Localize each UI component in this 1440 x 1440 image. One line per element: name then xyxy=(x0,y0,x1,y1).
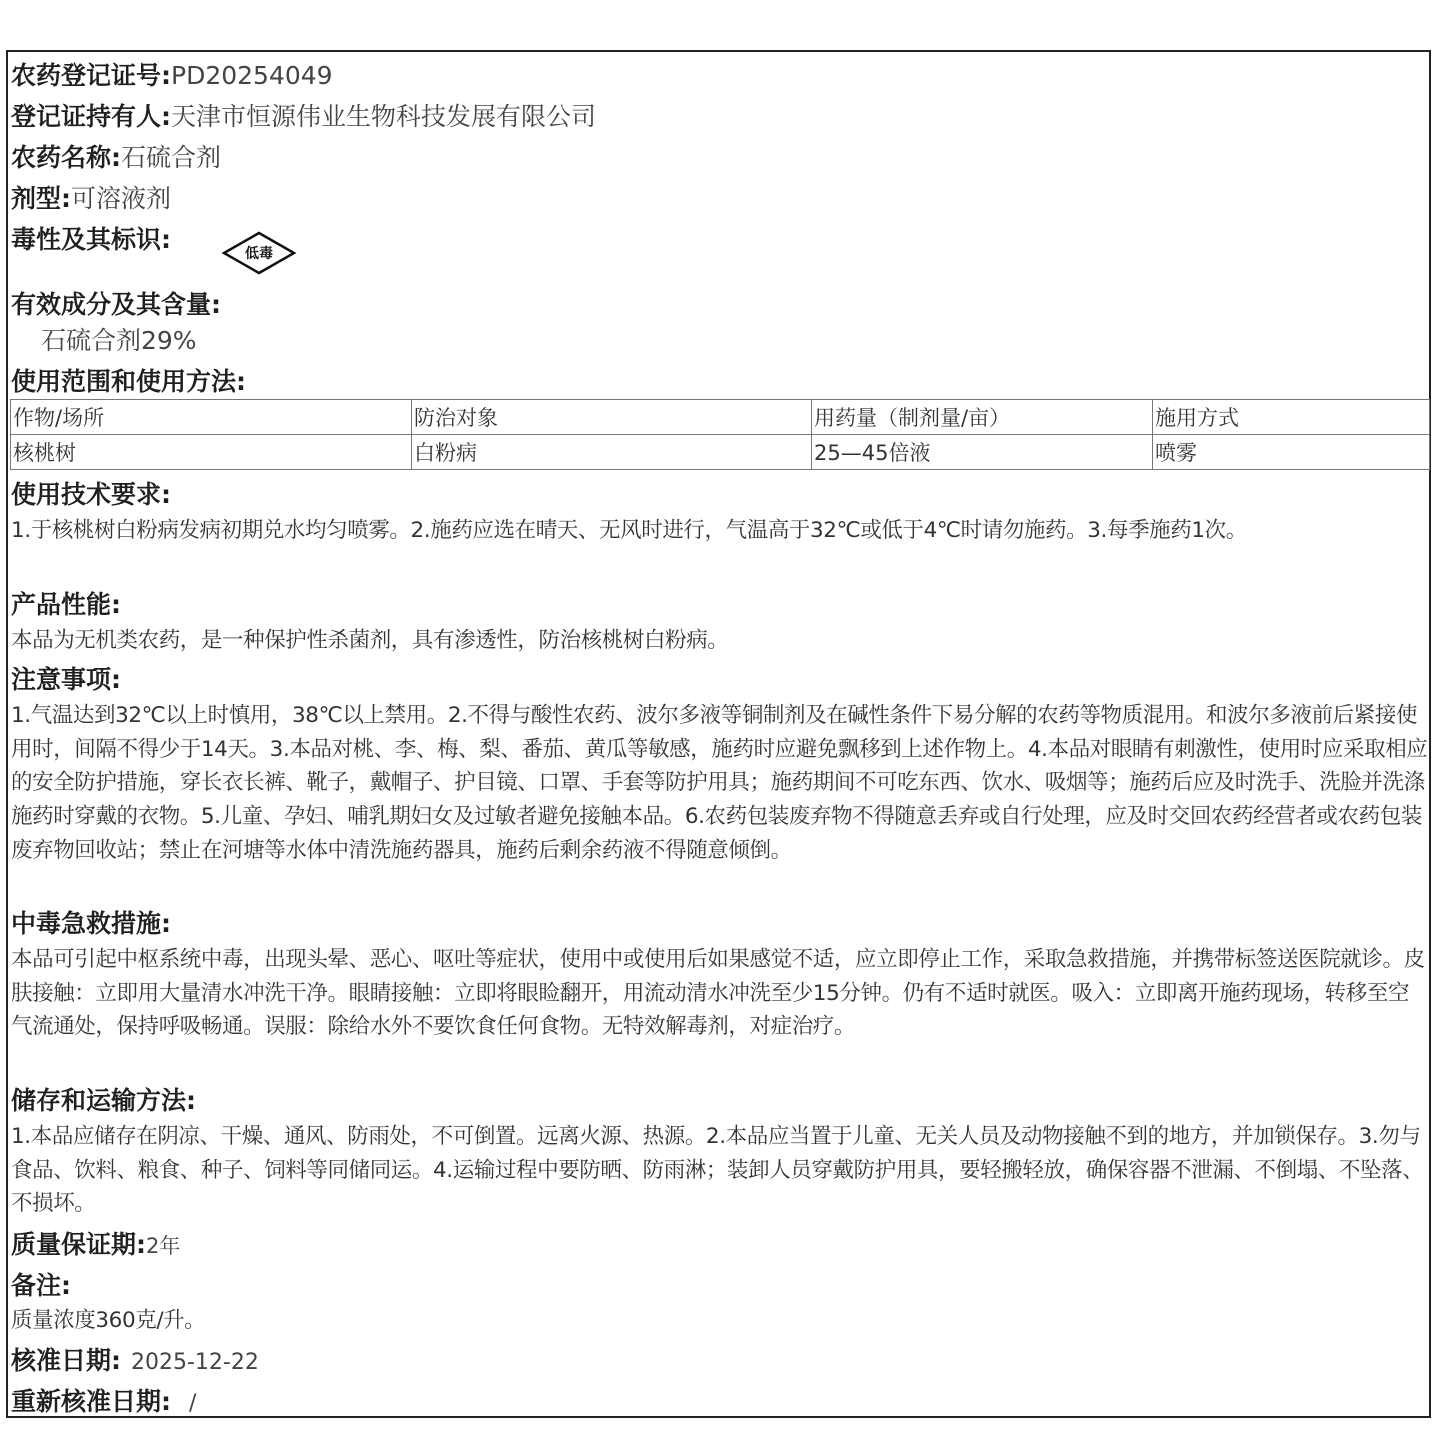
first-aid-label: 中毒急救措施: xyxy=(11,909,171,938)
usage-header-cell: 用药量（制剂量/亩） xyxy=(812,400,1153,435)
shelf-life-row xyxy=(11,1228,180,1263)
tech-requirements-label: 使用技术要求: xyxy=(11,480,171,509)
cautions-label: 注意事项: xyxy=(11,665,121,694)
reapproval-date-value: / xyxy=(189,1391,197,1416)
approval-date-label: 核准日期: xyxy=(11,1346,121,1375)
toxicity-label: 毒性及其标识: xyxy=(11,225,171,254)
holder-row xyxy=(11,100,596,134)
tech-requirements-text: 1.于核桃树白粉病发病初期兑水均匀喷雾。2.施药应选在晴天、无风时进行，气温高于32℃或低于4℃时请勿施药。3.每季施药1次。 xyxy=(11,518,1247,543)
pesticide-name-row xyxy=(11,141,221,175)
remarks-text: 质量浓度360克/升。 xyxy=(11,1308,206,1333)
approval-date-row xyxy=(11,1344,259,1380)
usage-table xyxy=(10,399,1430,470)
reapproval-date-row xyxy=(11,1385,196,1421)
label-document xyxy=(6,50,1431,1418)
formulation-row xyxy=(11,182,171,216)
approval-date-value: 2025-12-22 xyxy=(131,1350,259,1375)
shelf-life-label: 质量保证期: xyxy=(11,1230,146,1259)
table-row xyxy=(11,435,1430,470)
usage-cell: 喷雾 xyxy=(1153,435,1430,470)
low-toxicity-diamond-icon xyxy=(220,230,298,276)
holder-value: 天津市恒源伟业生物科技发展有限公司 xyxy=(171,102,597,131)
first-aid-text: 本品可引起中枢系统中毒，出现头晕、恶心、呕吐等症状，使用中或使用后如果感觉不适，应立即停止工作，采取急救措施，并携带标签送医院就诊。皮肤接触：立即用大量清水冲洗干净。眼睛接触：立即将眼睑翻开，用流动清水冲洗至少15分钟。仍有不适时就医。吸入：立即离开施药现场，转移至空气流通处，保持呼吸畅通。误服：除给水外不要饮食任何食物。无特效解毒剂，对症治疗。 xyxy=(11,947,1425,1040)
pesticide-name-label: 农药名称: xyxy=(11,143,121,172)
holder-label: 登记证持有人: xyxy=(11,102,171,131)
formulation-label: 剂型: xyxy=(11,184,71,213)
toxicity-row xyxy=(11,223,171,257)
usage-cell: 白粉病 xyxy=(412,435,812,470)
formulation-value: 可溶液剂 xyxy=(71,184,172,213)
usage-cell: 25—45倍液 xyxy=(812,435,1153,470)
usage-header-cell: 防治对象 xyxy=(412,400,812,435)
usage-table-header-row xyxy=(11,400,1430,435)
remarks-label: 备注: xyxy=(11,1271,71,1300)
reapproval-date-label: 重新核准日期: xyxy=(11,1387,171,1416)
performance-text: 本品为无机类农药，是一种保护性杀菌剂，具有渗透性，防治核桃树白粉病。 xyxy=(11,628,729,653)
registration-number-label: 农药登记证号: xyxy=(11,61,171,90)
shelf-life-value: 2年 xyxy=(146,1234,181,1258)
storage-label: 储存和运输方法: xyxy=(11,1086,196,1115)
toxicity-badge-text: 低毒 xyxy=(245,246,273,262)
usage-cell: 核桃树 xyxy=(11,435,412,470)
usage-label: 使用范围和使用方法: xyxy=(11,367,246,396)
usage-header-cell: 作物/场所 xyxy=(11,400,412,435)
usage-header-cell: 施用方式 xyxy=(1153,400,1430,435)
registration-number-row xyxy=(11,59,333,93)
ingredient-label: 有效成分及其含量: xyxy=(11,290,221,319)
pesticide-name-value: 石硫合剂 xyxy=(121,143,222,172)
cautions-text: 1.气温达到32℃以上时慎用，38℃以上禁用。2.不得与酸性农药、波尔多液等铜制剂及在碱性条件下易分解的农药等物质混用。和波尔多液前后紧接使用时，间隔不得少于14天。3.本品对桃、李、梅、梨、番茄、黄瓜等敏感，施药时应避免飘移到上述作物上。4.本品对眼睛有刺激性，使用时应采取相应的安全防护措施，穿长衣长裤、靴子，戴帽子、护目镜、口罩、手套等防护用具；施药期间不可吃东西、饮水、吸烟等；施药后应及时洗手、洗脸并洗涤施药时穿戴的衣物。5.儿童、孕妇、哺乳期妇女及过敏者避免接触本品。6.农药包装废弃物不得随意丢弃或自行处理，应及时交回农药经营者或农药包装废弃物回收站；禁止在河塘等水体中清洗施药器具，施药后剩余药液不得随意倾倒。 xyxy=(11,703,1428,863)
ingredient-value: 石硫合剂29% xyxy=(41,326,197,355)
registration-number-value: PD20254049 xyxy=(171,61,333,90)
storage-text: 1.本品应储存在阴凉、干燥、通风、防雨处，不可倒置。远离火源、热源。2.本品应当置于儿童、无关人员及动物接触不到的地方，并加锁保存。3.勿与食品、饮料、粮食、种子、饲料等同储同运。4.运输过程中要防晒、防雨淋；装卸人员穿戴防护用具，要轻搬轻放，确保容器不泄漏、不倒塌、不坠落、不损坏。 xyxy=(11,1124,1424,1217)
performance-label: 产品性能: xyxy=(11,590,121,619)
